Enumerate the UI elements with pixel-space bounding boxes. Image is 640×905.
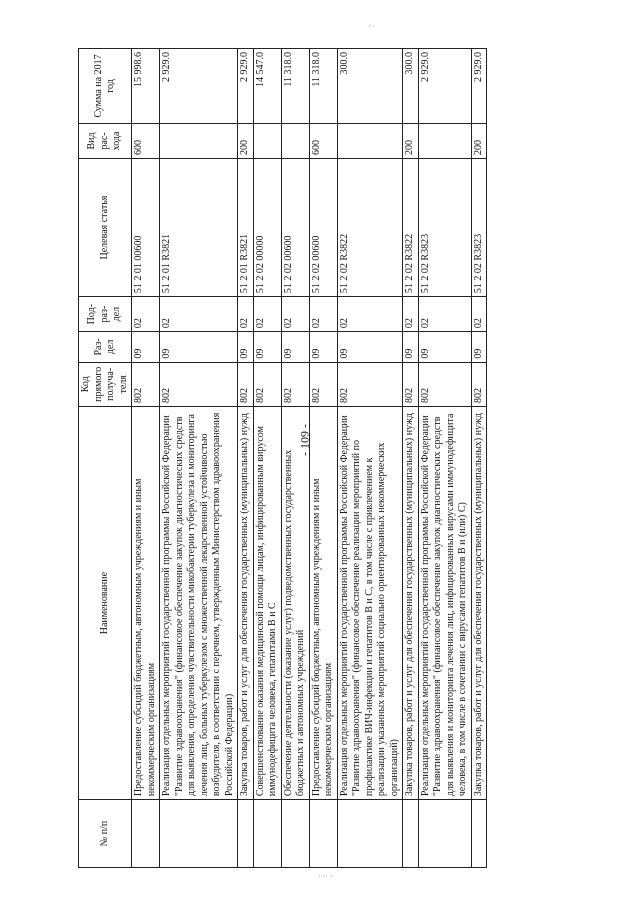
table-row [471,49,487,868]
cell-vid [160,123,238,158]
cell-podrazdel: 02 [132,297,160,332]
cell-podrazdel: 02 [418,297,471,332]
cell-summa: 2 929.0 [238,49,254,124]
cell-kod: 802 [418,362,471,406]
cell-celevaya: 51 2 02 R3822 [403,159,419,297]
cell-num [132,800,160,868]
cell-num [337,800,403,868]
cell-name: Закупка товаров, работ и услуг для обеспечения государственных (муниципальных) нужд [403,407,419,800]
header-summa: Сумма на 2017 год [79,49,132,124]
cell-name: Реализация отдельных мероприятий государственной программы Российской Федерации "Развитие здравоохранения" (финансовое обеспечение закупок диагностических средств для выявления и мониторинга лечения лиц, инфицированных вирусами иммунодефицита человека, в том числе в сочетании с вирусами гепатитов В и (или) С) [418,407,471,800]
cell-vid: 200 [403,123,419,158]
cell-vid: 200 [238,123,254,158]
cell-num [238,800,254,868]
cell-summa: 2 929.0 [471,49,487,124]
cell-podrazdel: 02 [337,297,403,332]
table-row [418,49,471,868]
cell-vid: 600 [132,123,160,158]
cell-name: Предоставление субсидий бюджетным, автономным учреждениям и иным некоммерческим организациям [309,407,337,800]
table-row [132,49,160,868]
cell-kod: 802 [238,362,254,406]
cell-celevaya: 51 2 01 00600 [132,159,160,297]
rotated-document [78,8,613,868]
cell-celevaya: 51 2 02 00000 [253,159,281,297]
cell-vid [418,123,471,158]
cell-name: Реализация отдельных мероприятий государственной программы Российской Федерации "Развитие здравоохранения" (финансовое обеспечение реализации мероприятий по профилактике ВИЧ-инфекции и гепатитов В и С, в том числе с привлечением к реализации указанных мероприятий социально ориентированных некоммерческих организаций) [337,407,403,800]
cell-name: Обеспечение деятельности (оказание услуг) подведомственных государственных бюджетных и автономных учреждений [281,407,309,800]
cell-celevaya: 51 2 02 00600 [309,159,337,297]
cell-vid [281,123,309,158]
table-row [160,49,238,868]
table-row [403,49,419,868]
cell-num [309,800,337,868]
cell-num [160,800,238,868]
cell-kod: 802 [403,362,419,406]
cell-name: Предоставление субсидий бюджетным, автономным учреждениям и иным некоммерческим организациям [132,407,160,800]
header-name: Наименование [79,407,132,800]
cell-celevaya: 51 2 02 R3822 [337,159,403,297]
cell-kod: 802 [253,362,281,406]
cell-podrazdel: 02 [403,297,419,332]
table-row [309,49,337,868]
cell-razdel: 09 [418,332,471,362]
cell-summa: 15 998.6 [132,49,160,124]
cell-summa: 11 318.0 [309,49,337,124]
cell-razdel: 09 [281,332,309,362]
cell-vid: 200 [471,123,487,158]
cell-razdel: 09 [238,332,254,362]
table-row [337,49,403,868]
cell-summa: 300.0 [337,49,403,124]
cell-num [253,800,281,868]
cell-razdel: 09 [253,332,281,362]
cell-kod: 802 [281,362,309,406]
cell-razdel: 09 [309,332,337,362]
cell-podrazdel: 02 [471,297,487,332]
cell-vid [337,123,403,158]
table-row [238,49,254,868]
scan-speck-bottom: · ·· · [318,872,333,881]
cell-name: Закупка товаров, работ и услуг для обеспечения государственных (муниципальных) нужд [238,407,254,800]
cell-summa: 2 929.0 [160,49,238,124]
cell-kod: 802 [337,362,403,406]
table-row [253,49,281,868]
header-razdel: Раз-дел [79,332,132,362]
cell-vid [253,123,281,158]
header-vid: Вид рас-хода [79,123,132,158]
scan-speck-top: · · [368,22,376,31]
cell-summa: 11 318.0 [281,49,309,124]
cell-celevaya: 51 2 01 R3821 [160,159,238,297]
cell-celevaya: 51 2 02 00600 [281,159,309,297]
cell-num [403,800,419,868]
cell-celevaya: 51 2 02 R3823 [418,159,471,297]
header-num: № п/п [79,800,132,868]
header-celevaya: Целевая статья [79,159,132,297]
cell-num [418,800,471,868]
cell-razdel: 09 [132,332,160,362]
cell-summa: 300.0 [403,49,419,124]
cell-name: Реализация отдельных мероприятий государственной программы Российской Федерации "Развитие здравоохранения" (финансовое обеспечение закупок диагностических средств для выявления, определения чувствительности микобактерии туберкулеза и мониторинга лечения лиц, больных туберкулезом с множественной лекарственной устойчивостью возбудителя, в соответствии с перечнем, утвержденным Министерством здравоохранения Российской Федерации) [160,407,238,800]
page-number: - 109 - [297,424,312,456]
cell-razdel: 09 [160,332,238,362]
header-podrazdel: Под-раз-дел [79,297,132,332]
cell-razdel: 09 [403,332,419,362]
budget-table [78,48,487,868]
cell-kod: 802 [160,362,238,406]
cell-kod: 802 [471,362,487,406]
cell-podrazdel: 02 [253,297,281,332]
cell-razdel: 09 [471,332,487,362]
cell-celevaya: 51 2 02 R3823 [471,159,487,297]
cell-podrazdel: 02 [160,297,238,332]
cell-num [281,800,309,868]
cell-celevaya: 51 2 01 R3821 [238,159,254,297]
table-header-row [79,49,132,868]
cell-podrazdel: 02 [309,297,337,332]
cell-name: Закупка товаров, работ и услуг для обеспечения государственных (муниципальных) нужд [471,407,487,800]
table-row [281,49,309,868]
cell-podrazdel: 02 [238,297,254,332]
cell-vid: 600 [309,123,337,158]
cell-razdel: 09 [337,332,403,362]
header-kod: Код прямого получа-теля [79,362,132,406]
cell-podrazdel: 02 [281,297,309,332]
cell-summa: 14 547.0 [253,49,281,124]
cell-summa: 2 929.0 [418,49,471,124]
cell-kod: 802 [309,362,337,406]
cell-name: Совершенствование оказания медицинской помощи лицам, инфицированным вирусом иммунодефицита человека, гепатитами В и С [253,407,281,800]
cell-kod: 802 [132,362,160,406]
cell-num [471,800,487,868]
